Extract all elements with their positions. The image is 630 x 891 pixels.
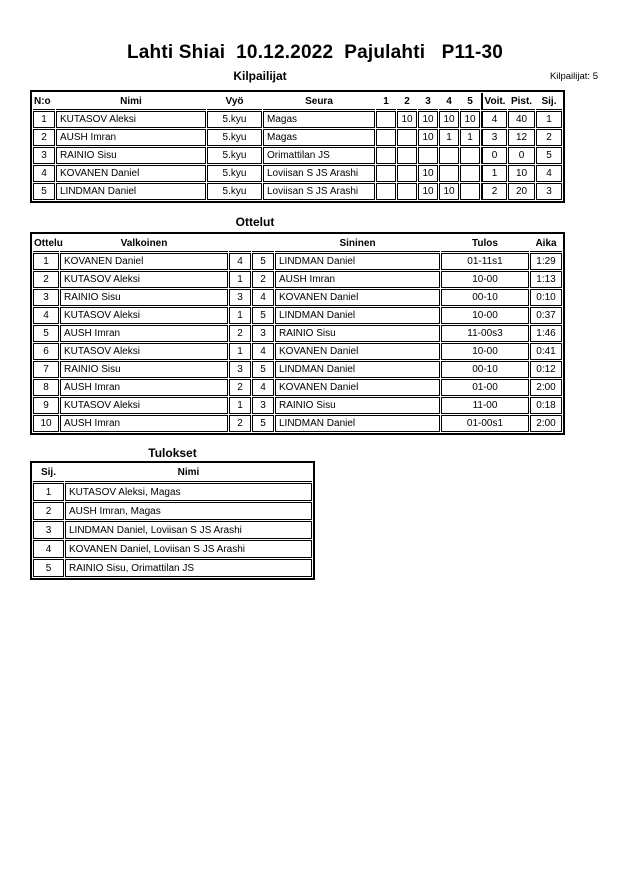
cell-belt: 5.kyu — [207, 147, 262, 164]
result-row — [33, 502, 312, 520]
competitor-row — [33, 129, 562, 146]
competitor-count-label: Kilpailijat: 5 — [549, 71, 598, 82]
cell-belt: 5.kyu — [207, 165, 262, 182]
cell-match5 — [460, 183, 480, 200]
cell-blue-no: 5 — [252, 415, 274, 432]
cell-match2: 10 — [397, 111, 417, 128]
col-header-match-no: Ottelu — [33, 235, 59, 252]
cell-match4: 10 — [439, 111, 459, 128]
cell-time: 0:12 — [530, 361, 562, 378]
cell-white: KUTASOV Aleksi — [60, 271, 228, 288]
col-header-belt: Vyö — [207, 93, 262, 110]
cell-name: KOVANEN Daniel — [56, 165, 206, 182]
cell-name: AUSH Imran — [56, 129, 206, 146]
col-header-wins: Voit. — [481, 93, 507, 110]
col-header-name: Nimi — [65, 464, 312, 482]
cell-points: 0 — [508, 147, 535, 164]
col-header-time: Aika — [530, 235, 562, 252]
cell-white: KOVANEN Daniel — [60, 253, 228, 270]
cell-blue-no: 4 — [252, 343, 274, 360]
cell-name: RAINIO Sisu, Orimattilan JS — [65, 559, 312, 577]
competitor-row — [33, 147, 562, 164]
cell-time: 1:29 — [530, 253, 562, 270]
result-row — [33, 521, 312, 539]
cell-result: 00-10 — [441, 361, 529, 378]
col-header-match5: 5 — [460, 93, 480, 110]
cell-points: 10 — [508, 165, 535, 182]
cell-blue-no: 4 — [252, 379, 274, 396]
cell-time: 2:00 — [530, 379, 562, 396]
cell-match1 — [376, 111, 396, 128]
cell-blue-no: 4 — [252, 289, 274, 306]
col-header-result: Tulos — [441, 235, 529, 252]
cell-blue: KOVANEN Daniel — [275, 379, 440, 396]
cell-result: 01-00s1 — [441, 415, 529, 432]
competitors-table-header — [33, 93, 562, 110]
cell-points: 20 — [508, 183, 535, 200]
cell-name: KUTASOV Aleksi — [56, 111, 206, 128]
col-header-match4: 4 — [439, 93, 459, 110]
col-header-match1: 1 — [376, 93, 396, 110]
cell-time: 0:10 — [530, 289, 562, 306]
cell-place: 2 — [536, 129, 562, 146]
col-header-blue: Sininen — [275, 235, 440, 252]
col-header-match2: 2 — [397, 93, 417, 110]
cell-belt: 5.kyu — [207, 129, 262, 146]
match-row — [33, 289, 562, 306]
cell-name: RAINIO Sisu — [56, 147, 206, 164]
cell-match-no: 6 — [33, 343, 59, 360]
cell-club: Magas — [263, 129, 375, 146]
match-row — [33, 343, 562, 360]
cell-match-no: 2 — [33, 271, 59, 288]
cell-match3: 10 — [418, 111, 438, 128]
cell-time: 0:18 — [530, 397, 562, 414]
cell-place: 4 — [536, 165, 562, 182]
cell-place: 2 — [33, 502, 64, 520]
cell-name: LINDMAN Daniel, Loviisan S JS Arashi — [65, 521, 312, 539]
cell-place: 1 — [33, 483, 64, 501]
cell-match-no: 9 — [33, 397, 59, 414]
cell-match-no: 4 — [33, 307, 59, 324]
cell-match-no: 1 — [33, 253, 59, 270]
cell-white: AUSH Imran — [60, 379, 228, 396]
section-title-kilpailijat: Kilpailijat — [233, 69, 287, 83]
cell-match2 — [397, 147, 417, 164]
cell-time: 2:00 — [530, 415, 562, 432]
cell-match1 — [376, 165, 396, 182]
cell-blue: LINDMAN Daniel — [275, 307, 440, 324]
cell-no: 4 — [33, 165, 55, 182]
cell-points: 12 — [508, 129, 535, 146]
cell-no: 1 — [33, 111, 55, 128]
cell-belt: 5.kyu — [207, 111, 262, 128]
cell-blue: RAINIO Sisu — [275, 397, 440, 414]
cell-time: 1:46 — [530, 325, 562, 342]
cell-white-no: 3 — [229, 289, 251, 306]
section-title-ottelut: Ottelut — [235, 215, 275, 229]
cell-club: Loviisan S JS Arashi — [263, 183, 375, 200]
cell-white-no: 1 — [229, 271, 251, 288]
cell-match3: 10 — [418, 183, 438, 200]
cell-place: 4 — [33, 540, 64, 558]
cell-name: AUSH Imran, Magas — [65, 502, 312, 520]
cell-wins: 4 — [481, 111, 507, 128]
cell-blue: LINDMAN Daniel — [275, 415, 440, 432]
competitor-row — [33, 111, 562, 128]
cell-white-no: 1 — [229, 397, 251, 414]
match-row — [33, 325, 562, 342]
cell-match5 — [460, 165, 480, 182]
result-row — [33, 540, 312, 558]
cell-result: 10-00 — [441, 271, 529, 288]
cell-blue-no: 5 — [252, 253, 274, 270]
cell-match4 — [439, 165, 459, 182]
cell-blue-no: 3 — [252, 325, 274, 342]
result-row — [33, 559, 312, 577]
matches-table-body — [33, 253, 562, 432]
cell-white: RAINIO Sisu — [60, 361, 228, 378]
match-row — [33, 271, 562, 288]
cell-time: 0:41 — [530, 343, 562, 360]
cell-time: 1:13 — [530, 271, 562, 288]
cell-blue-no: 5 — [252, 307, 274, 324]
cell-match4: 10 — [439, 183, 459, 200]
col-header-points: Pist. — [508, 93, 535, 110]
cell-match3: 10 — [418, 165, 438, 182]
cell-white: AUSH Imran — [60, 325, 228, 342]
cell-result: 00-10 — [441, 289, 529, 306]
cell-club: Loviisan S JS Arashi — [263, 165, 375, 182]
cell-white: KUTASOV Aleksi — [60, 397, 228, 414]
cell-no: 2 — [33, 129, 55, 146]
cell-blue-no: 5 — [252, 361, 274, 378]
cell-match5: 1 — [460, 129, 480, 146]
cell-white: RAINIO Sisu — [60, 289, 228, 306]
cell-match5 — [460, 147, 480, 164]
cell-name: LINDMAN Daniel — [56, 183, 206, 200]
cell-match5: 10 — [460, 111, 480, 128]
col-header-white-no — [229, 235, 251, 252]
cell-match-no: 10 — [33, 415, 59, 432]
final-results-table-body — [33, 483, 312, 577]
col-header-match3: 3 — [418, 93, 438, 110]
cell-white-no: 3 — [229, 361, 251, 378]
cell-place: 5 — [33, 559, 64, 577]
cell-white-no: 2 — [229, 379, 251, 396]
matches-table-header — [33, 235, 562, 252]
cell-match4: 1 — [439, 129, 459, 146]
cell-match-no: 5 — [33, 325, 59, 342]
cell-club: Magas — [263, 111, 375, 128]
cell-blue: KOVANEN Daniel — [275, 343, 440, 360]
cell-wins: 1 — [481, 165, 507, 182]
cell-match-no: 8 — [33, 379, 59, 396]
cell-wins: 2 — [481, 183, 507, 200]
cell-match1 — [376, 147, 396, 164]
cell-blue: LINDMAN Daniel — [275, 253, 440, 270]
cell-match3: 10 — [418, 129, 438, 146]
cell-match-no: 3 — [33, 289, 59, 306]
cell-place: 3 — [536, 183, 562, 200]
cell-place: 3 — [33, 521, 64, 539]
cell-match1 — [376, 129, 396, 146]
cell-blue: LINDMAN Daniel — [275, 361, 440, 378]
final-results-table-header — [33, 464, 312, 482]
col-header-blue-no — [252, 235, 274, 252]
cell-white-no: 1 — [229, 343, 251, 360]
cell-time: 0:37 — [530, 307, 562, 324]
cell-blue-no: 3 — [252, 397, 274, 414]
cell-result: 11-00 — [441, 397, 529, 414]
competitor-row — [33, 165, 562, 182]
cell-match2 — [397, 183, 417, 200]
cell-white: KUTASOV Aleksi — [60, 307, 228, 324]
matches-table — [30, 232, 565, 435]
match-row — [33, 253, 562, 270]
cell-wins: 0 — [481, 147, 507, 164]
competitors-table — [30, 90, 565, 203]
cell-blue-no: 2 — [252, 271, 274, 288]
col-header-club: Seura — [263, 93, 375, 110]
col-header-place: Sij. — [536, 93, 562, 110]
match-row — [33, 415, 562, 432]
cell-place: 5 — [536, 147, 562, 164]
col-header-no: N:o — [33, 93, 55, 110]
section-title-tulokset: Tulokset — [148, 446, 197, 460]
cell-result: 10-00 — [441, 307, 529, 324]
cell-result: 10-00 — [441, 343, 529, 360]
cell-match4 — [439, 147, 459, 164]
cell-no: 3 — [33, 147, 55, 164]
cell-white-no: 2 — [229, 325, 251, 342]
cell-place: 1 — [536, 111, 562, 128]
cell-result: 11-00s3 — [441, 325, 529, 342]
cell-points: 40 — [508, 111, 535, 128]
match-row — [33, 379, 562, 396]
match-row — [33, 307, 562, 324]
cell-no: 5 — [33, 183, 55, 200]
cell-white-no: 1 — [229, 307, 251, 324]
competitors-table-body — [33, 111, 562, 200]
cell-blue: RAINIO Sisu — [275, 325, 440, 342]
cell-match-no: 7 — [33, 361, 59, 378]
cell-name: KUTASOV Aleksi, Magas — [65, 483, 312, 501]
cell-club: Orimattilan JS — [263, 147, 375, 164]
cell-match2 — [397, 129, 417, 146]
cell-white: AUSH Imran — [60, 415, 228, 432]
cell-match2 — [397, 165, 417, 182]
cell-result: 01-00 — [441, 379, 529, 396]
cell-white-no: 2 — [229, 415, 251, 432]
col-header-white: Valkoinen — [60, 235, 228, 252]
cell-blue: AUSH Imran — [275, 271, 440, 288]
cell-match1 — [376, 183, 396, 200]
result-row — [33, 483, 312, 501]
page-title: Lahti Shiai 10.12.2022 Pajulahti P11-30 — [126, 42, 504, 63]
cell-result: 01-11s1 — [441, 253, 529, 270]
cell-white-no: 4 — [229, 253, 251, 270]
cell-white: KUTASOV Aleksi — [60, 343, 228, 360]
cell-name: KOVANEN Daniel, Loviisan S JS Arashi — [65, 540, 312, 558]
cell-belt: 5.kyu — [207, 183, 262, 200]
col-header-place: Sij. — [33, 464, 64, 482]
cell-wins: 3 — [481, 129, 507, 146]
cell-blue: KOVANEN Daniel — [275, 289, 440, 306]
col-header-name: Nimi — [56, 93, 206, 110]
final-results-table — [30, 461, 315, 580]
match-row — [33, 397, 562, 414]
match-row — [33, 361, 562, 378]
cell-match3 — [418, 147, 438, 164]
competitor-row — [33, 183, 562, 200]
